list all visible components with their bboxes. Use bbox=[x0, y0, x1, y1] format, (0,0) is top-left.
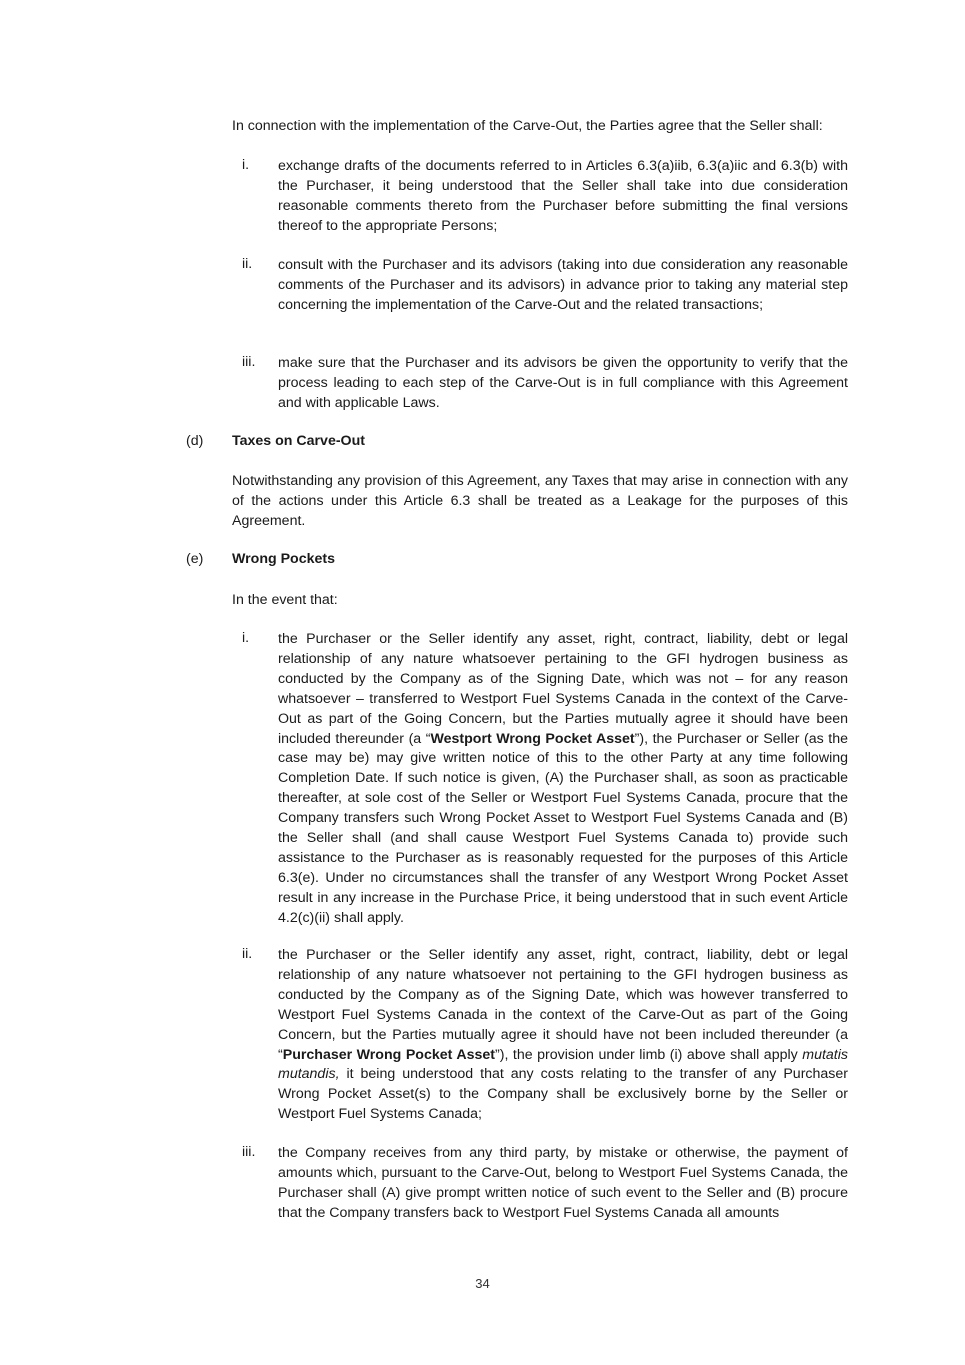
list-item-text: the Purchaser or the Seller identify any asset, right, contract, liability, debt or legal relationship of any nature whatsoever not pertaining to the GFI hydrogen business as conducted by the Company as of the Signing Date, which was however transferred to Westport Fuel Systems Canada in the context of the Carve-Out as part of the Going Concern, but the Parties mutually agree it should have not been included thereunder (a “Purchaser Wrong Pocket Asset”), the provision under limb (i) above shall apply mutatis mutandis, it being understood that any costs relating to the transfer of any Purchaser Wrong Pocket Asset(s) to the Company shall be exclusively borne by the Seller or Westport Fuel Systems Canada; bbox=[278, 947, 848, 1123]
section-d-body: Notwithstanding any provision of this Agreement, any Taxes that may arise in connection with any of the actions under this Article 6.3 shall be treated as a Leakage for the purposes of this Agreement. bbox=[232, 473, 848, 529]
intro-paragraph: In connection with the implementation of the Carve-Out, the Parties agree that the Seller shall: bbox=[232, 118, 823, 134]
list-item-e-iii bbox=[232, 1144, 848, 1224]
list-number: iii. bbox=[242, 354, 256, 370]
list-item-c-iii bbox=[232, 354, 848, 414]
list-number: i. bbox=[242, 630, 250, 646]
list-number: ii. bbox=[242, 256, 253, 272]
defined-term: Westport Wrong Pocket Asset bbox=[430, 730, 635, 747]
list-item-e-ii bbox=[232, 946, 848, 1125]
list-item-text: the Purchaser or the Seller identify any asset, right, contract, liability, debt or legal relationship of any nature whatsoever pertaining to the GFI hydrogen business as conducted by the Company as of the Signing Date, which was not – for any reason whatsoever – transferred to Westport Fuel Systems Canada in the context of the Carve-Out as part of the Going Concern, but the Parties mutually agree it should have been included thereunder (a “Westport Wrong Pocket Asset”), the Purchaser or Seller (as the case may be) may give written notice of this to the other Party at any time following Completion Date. If such notice is given, (A) the Purchaser shall, as soon as practicable thereafter, at sole cost of the Seller or Westport Fuel Systems Canada, procure that the Company transfers such Wrong Pocket Asset to Westport Fuel Systems Canada and (B) the Seller shall (and shall cause Westport Fuel Systems Canada to) provide such assistance to the Purchaser as is reasonably requested for the purposes of this Article 6.3(e). Under no circumstances shall the transfer of any Westport Wrong Pocket Asset result in any increase in the Purchase Price, it being understood that in such event Article 4.2(c)(ii) shall apply. bbox=[278, 631, 849, 926]
section-title: Taxes on Carve-Out bbox=[232, 433, 365, 449]
defined-term: Purchaser Wrong Pocket Asset bbox=[282, 1046, 495, 1063]
list-number: ii. bbox=[242, 946, 253, 962]
section-letter: (e) bbox=[186, 551, 204, 567]
section-title: Wrong Pockets bbox=[232, 551, 336, 567]
list-number: i. bbox=[242, 157, 250, 173]
section-e-intro: In the event that: bbox=[232, 592, 338, 608]
latin-phrase: mutatis mutandis, bbox=[278, 1046, 848, 1083]
page-number: 34 bbox=[475, 1276, 490, 1291]
list-item-c-i bbox=[232, 157, 848, 237]
list-item-text: make sure that the Purchaser and its advisors be given the opportunity to verify that the process leading to each step of the Carve-Out is in full compliance with this Agreement and with applicable Laws. bbox=[278, 355, 848, 411]
list-item-text: the Company receives from any third party, by mistake or otherwise, the payment of amounts which, pursuant to the Carve-Out, belong to Westport Fuel Systems Canada, the Purchaser shall (A) give prompt written notice of such event to the Seller and (B) procure that the Company transfers back to Westport Fuel Systems Canada all amounts bbox=[278, 1145, 848, 1221]
list-item-text: consult with the Purchaser and its advisors (taking into due consideration any reasonable comments of the Purchaser and its advisors) in advance prior to taking any material step concerning the implementation of the Carve-Out and the related transactions; bbox=[278, 257, 848, 313]
section-letter: (d) bbox=[186, 433, 204, 449]
list-item-text: exchange drafts of the documents referred to in Articles 6.3(a)iib, 6.3(a)iic and 6.3(b) with the Purchaser, it being understood that the Seller shall take into due consideration reasonable comments thereto from the Purchaser before submitting the final versions thereof to the appropriate Persons; bbox=[278, 158, 848, 234]
list-item-e-i bbox=[232, 630, 848, 929]
list-number: iii. bbox=[242, 1144, 256, 1160]
list-item-c-ii bbox=[232, 256, 848, 316]
